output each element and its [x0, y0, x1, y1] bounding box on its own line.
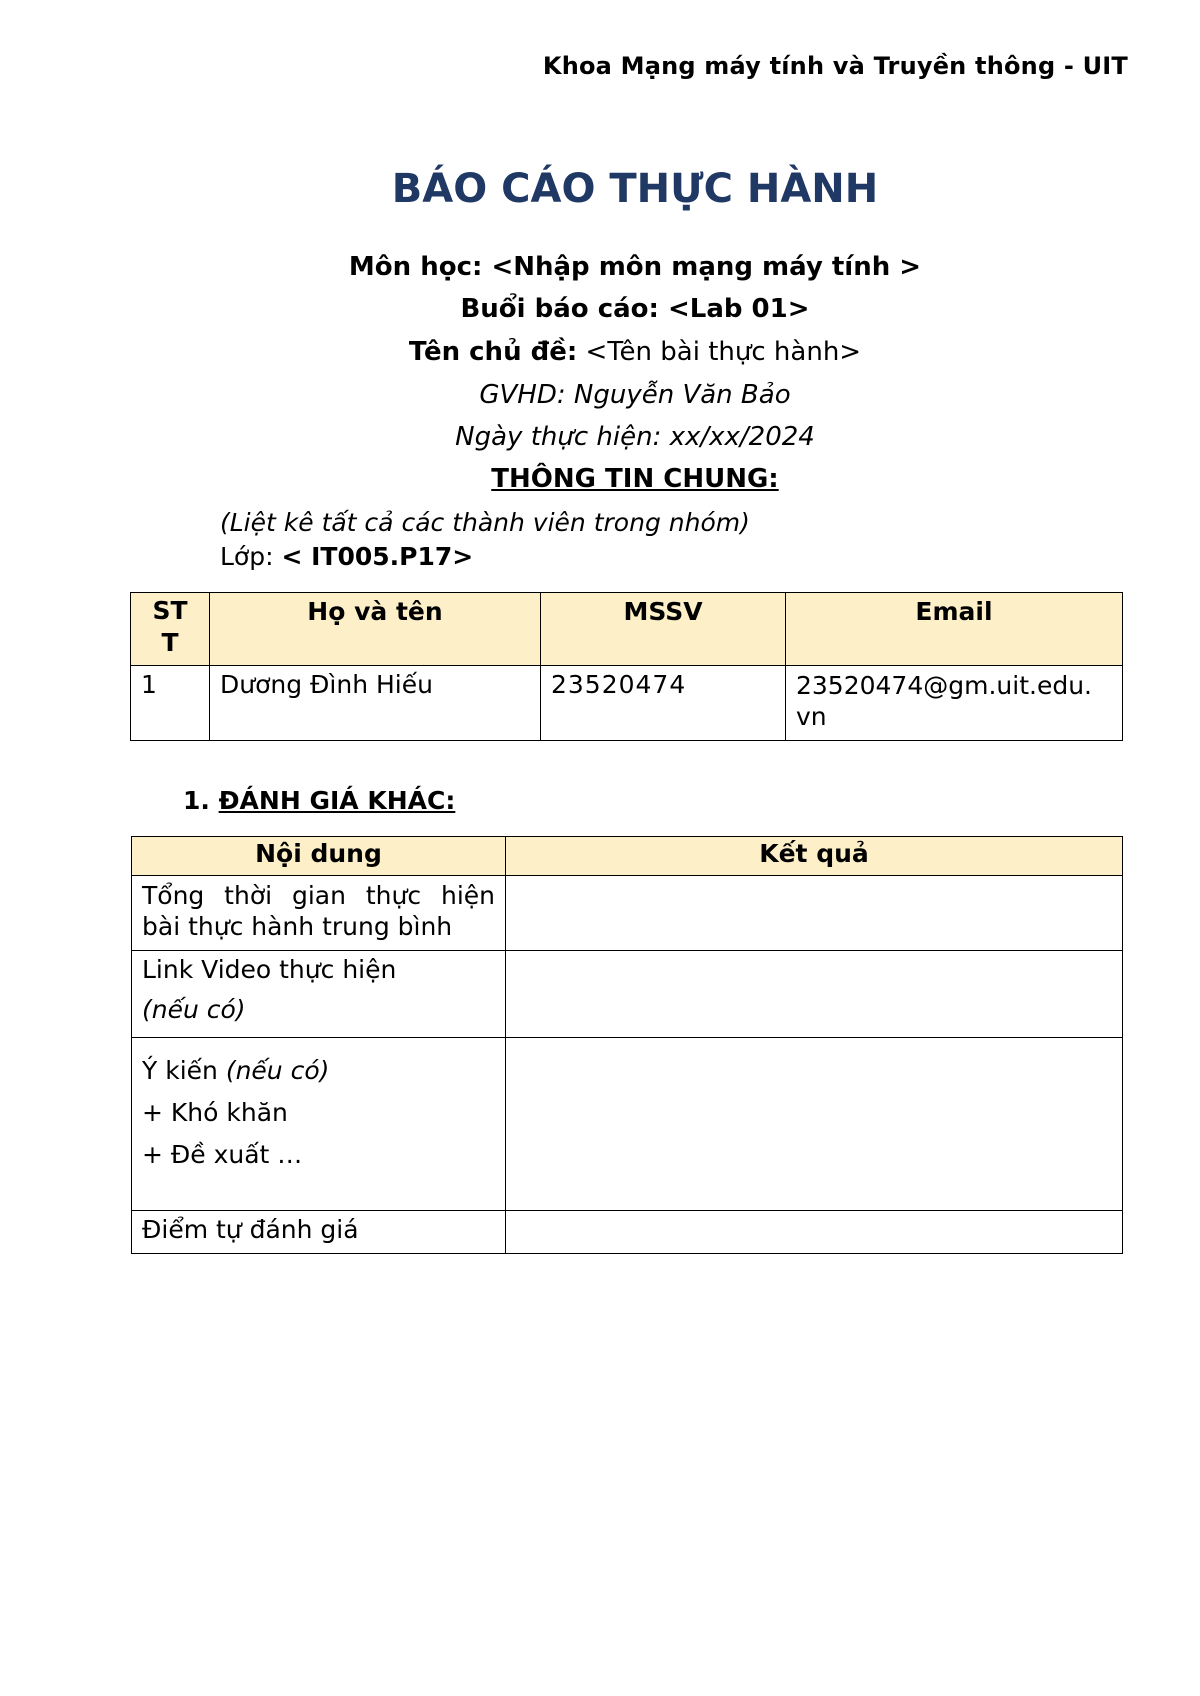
- members-note: (Liệt kê tất cả các thành viên trong nhóm): [220, 508, 750, 537]
- general-info-text: THÔNG TIN CHUNG:: [491, 464, 779, 494]
- class-value: < IT005.P17>: [281, 542, 474, 571]
- subject-line: Môn học: <Nhập môn mạng máy tính >: [348, 252, 922, 282]
- cell-score-result: [506, 1211, 1123, 1254]
- header-org: Khoa Mạng máy tính và Truyền thông - UIT: [542, 52, 1128, 80]
- topic-value: <Tên bài thực hành>: [577, 337, 862, 367]
- table-row: [132, 1211, 1123, 1254]
- header-stt: ST T: [131, 593, 210, 666]
- cell-time-result: [506, 876, 1123, 951]
- opinion-label: Ý kiến: [142, 1056, 226, 1085]
- cell-score: Điểm tự đánh giá: [132, 1211, 506, 1254]
- members-header-row: [131, 593, 1123, 666]
- general-info-heading: [0, 464, 1200, 494]
- section-number: 1.: [183, 786, 219, 815]
- cell-stt: 1: [131, 666, 210, 741]
- members-table: [130, 592, 1123, 741]
- eval-header-row: [132, 837, 1123, 876]
- session-line: Buổi báo cáo: <Lab 01>: [460, 294, 810, 324]
- opinion-italic: (nếu có): [225, 1056, 330, 1085]
- section-heading: [183, 786, 455, 815]
- evaluation-table: [131, 836, 1123, 1254]
- topic-line: [0, 337, 1200, 367]
- header-email: Email: [786, 593, 1123, 666]
- page-title: BÁO CÁO THỰC HÀNH: [391, 166, 879, 212]
- header-name: Họ và tên: [210, 593, 541, 666]
- opinion-suggest: + Đề xuất …: [142, 1140, 303, 1169]
- table-row: [131, 666, 1123, 741]
- section-title: ĐÁNH GIÁ KHÁC:: [218, 786, 456, 815]
- table-row: [132, 951, 1123, 1038]
- cell-name: Dương Đình Hiếu: [210, 666, 541, 741]
- date-line: Ngày thực hiện: xx/xx/2024: [455, 422, 815, 452]
- cell-opinion: [132, 1038, 506, 1211]
- cell-opinion-result: [506, 1038, 1123, 1211]
- cell-time: Tổng thời gian thực hiện bài thực hành trung bình: [132, 876, 506, 951]
- cell-email: 23520474@gm.uit.edu. vn: [786, 666, 1123, 741]
- class-label: Lớp:: [220, 542, 282, 571]
- header-mssv: MSSV: [541, 593, 786, 666]
- topic-label: Tên chủ đề:: [408, 337, 578, 367]
- class-line: [220, 542, 473, 571]
- cell-mssv: 23520474: [541, 666, 786, 741]
- table-row: [132, 1038, 1123, 1211]
- opinion-difficult: + Khó khăn: [142, 1098, 288, 1127]
- cell-video-result: [506, 951, 1123, 1038]
- table-row: [132, 876, 1123, 951]
- instructor-line: GVHD: Nguyễn Văn Bảo: [479, 380, 791, 410]
- header-result: Kết quả: [506, 837, 1123, 876]
- header-content: Nội dung: [132, 837, 506, 876]
- cell-video: Link Video thực hiện (nếu có): [132, 951, 506, 1038]
